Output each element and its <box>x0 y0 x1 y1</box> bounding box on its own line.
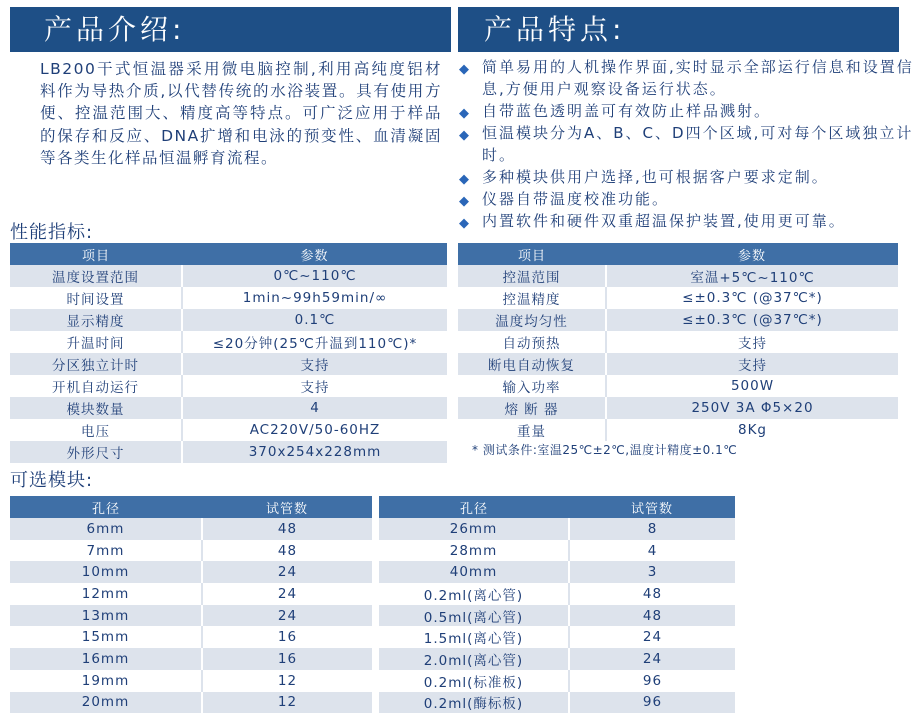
table-row <box>10 605 372 627</box>
feature-text: 多种模块供用户选择,也可根据客户要求定制。 <box>482 168 829 186</box>
row-value: 96 <box>569 670 735 692</box>
row-value: 500W <box>606 375 898 397</box>
row-value: 8 <box>569 518 735 540</box>
table-row <box>379 540 735 562</box>
row-value: ≤20分钟(25℃升温到110℃)* <box>182 331 447 353</box>
table-row <box>458 375 898 397</box>
row-value: 支持 <box>182 353 447 375</box>
modules-table-right <box>379 496 735 713</box>
table-row <box>458 397 898 419</box>
feature-item <box>458 166 918 188</box>
header-param: 参数 <box>182 243 447 265</box>
feature-item <box>458 122 918 166</box>
intro-banner <box>10 7 451 52</box>
row-label: 20mm <box>10 692 202 714</box>
row-label: 16mm <box>10 648 202 670</box>
header-item: 项目 <box>10 243 182 265</box>
feature-item <box>458 210 918 232</box>
table-row <box>10 397 447 419</box>
table-row <box>10 583 372 605</box>
feature-text: 简单易用的人机操作界面,实时显示全部运行信息和设置信息,方便用户观察设备运行状态。 <box>482 58 914 98</box>
row-value: 48 <box>202 518 372 540</box>
table-row <box>10 419 447 441</box>
row-value: 12 <box>202 692 372 714</box>
table-row <box>10 265 447 287</box>
intro-title: 产品介绍: <box>44 13 186 46</box>
row-value: 4 <box>569 540 735 562</box>
row-label: 0.5ml(离心管) <box>379 605 569 627</box>
row-label: 0.2ml(离心管) <box>379 583 569 605</box>
row-label: 1.5ml(离心管) <box>379 626 569 648</box>
row-label: 自动预热 <box>458 331 606 353</box>
feature-item <box>458 100 918 122</box>
table-row <box>10 648 372 670</box>
row-value: AC220V/50-60HZ <box>182 419 447 441</box>
table-row <box>379 605 735 627</box>
row-label: 15mm <box>10 626 202 648</box>
features-banner <box>458 7 899 52</box>
row-label: 28mm <box>379 540 569 562</box>
diamond-bullet-icon: ◆ <box>459 128 469 143</box>
row-label: 控温精度 <box>458 287 606 309</box>
diamond-bullet-icon: ◆ <box>459 172 469 187</box>
row-label: 断电自动恢复 <box>458 353 606 375</box>
feature-text: 仪器自带温度校准功能。 <box>482 190 670 208</box>
intro-paragraph: LB200干式恒温器采用微电脑控制,利用高纯度铝材料作为导热介质,以代替传统的水浴装置。具有使用方便、控温范围大、精度高等特点。可广泛应用于样品的保存和反应、DNA扩增和电泳的预变性、血清凝固等各类生化样品恒温孵育流程。 <box>40 60 442 167</box>
diamond-bullet-icon: ◆ <box>459 194 469 209</box>
row-label: 6mm <box>10 518 202 540</box>
features-list <box>458 56 918 232</box>
row-label: 温度均匀性 <box>458 309 606 331</box>
row-value: 0.1℃ <box>182 309 447 331</box>
row-label: 时间设置 <box>10 287 182 309</box>
performance-title: 性能指标: <box>10 222 94 243</box>
performance-table-left <box>10 243 447 463</box>
row-label: 0.2ml(标准板) <box>379 670 569 692</box>
row-value: 0℃~110℃ <box>182 265 447 287</box>
row-label: 温度设置范围 <box>10 265 182 287</box>
header-tube-count: 试管数 <box>569 496 735 518</box>
table-row <box>379 670 735 692</box>
row-label: 升温时间 <box>10 331 182 353</box>
table-row <box>10 287 447 309</box>
row-value: 支持 <box>606 353 898 375</box>
row-value: 4 <box>182 397 447 419</box>
diamond-bullet-icon: ◆ <box>459 216 469 231</box>
table-row <box>458 287 898 309</box>
table-row <box>10 518 372 540</box>
row-value: 48 <box>569 583 735 605</box>
row-value: ≤±0.3℃ (@37℃*) <box>606 287 898 309</box>
header-item: 项目 <box>458 243 606 265</box>
row-label: 7mm <box>10 540 202 562</box>
row-value: 24 <box>202 583 372 605</box>
row-label: 19mm <box>10 670 202 692</box>
modules-table-left <box>10 496 372 713</box>
diamond-bullet-icon: ◆ <box>459 62 469 77</box>
table-row <box>379 692 735 714</box>
row-value: 48 <box>202 540 372 562</box>
row-label: 10mm <box>10 561 202 583</box>
row-label: 外形尺寸 <box>10 441 182 463</box>
feature-text: 恒温模块分为A、B、C、D四个区域,可对每个区域独立计时。 <box>482 124 914 164</box>
row-value: 支持 <box>606 331 898 353</box>
row-label: 控温范围 <box>458 265 606 287</box>
row-value: 48 <box>569 605 735 627</box>
row-value: 24 <box>202 605 372 627</box>
row-value: 250V 3A Φ5×20 <box>606 397 898 419</box>
row-value: 室温+5℃~110℃ <box>606 265 898 287</box>
table-row <box>10 561 372 583</box>
row-value: ≤±0.3℃ (@37℃*) <box>606 309 898 331</box>
modules-title: 可选模块: <box>10 470 94 491</box>
row-value: 24 <box>569 626 735 648</box>
table-row <box>379 583 735 605</box>
table-row <box>458 419 898 441</box>
table-row <box>379 518 735 540</box>
row-value: 3 <box>569 561 735 583</box>
row-value: 8Kg <box>606 419 898 441</box>
table-row <box>10 670 372 692</box>
performance-table-right <box>458 243 898 441</box>
feature-item <box>458 188 918 210</box>
row-label: 熔 断 器 <box>458 397 606 419</box>
row-label: 2.0ml(离心管) <box>379 648 569 670</box>
row-label: 重量 <box>458 419 606 441</box>
row-label: 13mm <box>10 605 202 627</box>
table-row <box>10 331 447 353</box>
row-value: 24 <box>202 561 372 583</box>
row-value: 24 <box>569 648 735 670</box>
table-row <box>458 331 898 353</box>
features-title: 产品特点: <box>484 13 626 46</box>
row-value: 16 <box>202 648 372 670</box>
feature-text: 内置软件和硬件双重超温保护装置,使用更可靠。 <box>482 212 846 230</box>
row-label: 12mm <box>10 583 202 605</box>
row-value: 支持 <box>182 375 447 397</box>
row-label: 0.2ml(酶标板) <box>379 692 569 714</box>
row-label: 电压 <box>10 419 182 441</box>
row-label: 模块数量 <box>10 397 182 419</box>
table-row <box>10 309 447 331</box>
header-tube-count: 试管数 <box>202 496 372 518</box>
test-condition-footnote: * 测试条件:室温25℃±2℃,温度计精度±0.1℃ <box>472 443 738 457</box>
table-row <box>10 692 372 714</box>
row-label: 显示精度 <box>10 309 182 331</box>
row-label: 输入功率 <box>458 375 606 397</box>
header-param: 参数 <box>606 243 898 265</box>
row-value: 16 <box>202 626 372 648</box>
row-label: 开机自动运行 <box>10 375 182 397</box>
table-row <box>379 561 735 583</box>
row-value: 1min~99h59min/∞ <box>182 287 447 309</box>
table-row <box>10 375 447 397</box>
header-bore: 孔径 <box>379 496 569 518</box>
table-row <box>458 265 898 287</box>
row-label: 分区独立计时 <box>10 353 182 375</box>
table-row <box>10 626 372 648</box>
table-row <box>379 648 735 670</box>
row-value: 96 <box>569 692 735 714</box>
row-value: 370x254x228mm <box>182 441 447 463</box>
table-row <box>458 309 898 331</box>
feature-text: 自带蓝色透明盖可有效防止样品溅射。 <box>482 102 772 120</box>
row-value: 12 <box>202 670 372 692</box>
diamond-bullet-icon: ◆ <box>459 106 469 121</box>
row-label: 40mm <box>379 561 569 583</box>
table-row <box>10 441 447 463</box>
feature-item <box>458 56 918 100</box>
table-row <box>10 540 372 562</box>
row-label: 26mm <box>379 518 569 540</box>
table-row <box>10 353 447 375</box>
table-row <box>458 353 898 375</box>
table-row <box>379 626 735 648</box>
header-bore: 孔径 <box>10 496 202 518</box>
